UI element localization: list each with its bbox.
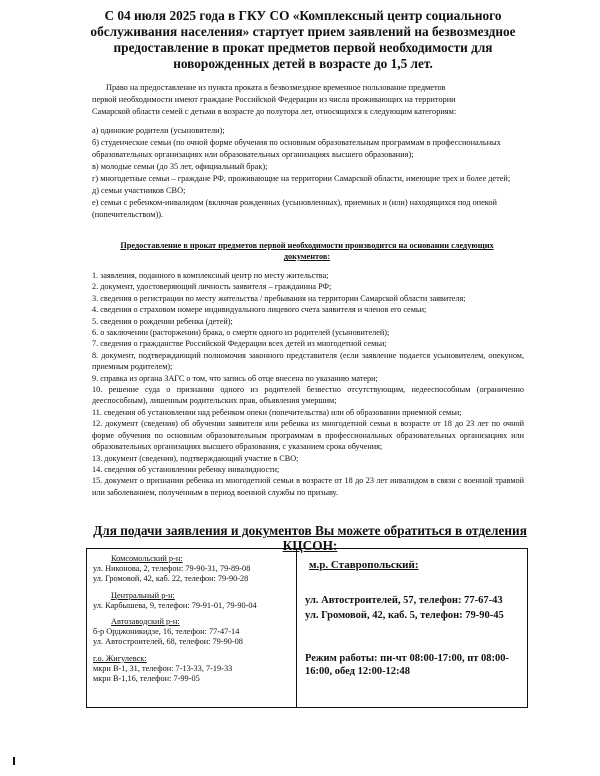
category-item: г) многодетные семьи – граждане РФ, проживающие на территории Самарской области, имеющие трех и более детей; (92, 174, 511, 183)
district-central (93, 591, 290, 611)
district-address: ул. Громовой, 42, каб. 22, телефон: 79-90-28 (93, 574, 249, 584)
district-address: ул. Никонова, 2, телефон: 79-90-31, 79-89-08 (93, 564, 251, 574)
document-item: 7. сведения о гражданстве Российской Федерации всех детей из многодетной семьи; (92, 339, 387, 349)
documents-heading-line: документов: (283, 252, 331, 261)
document-item: 3. сведения о регистрации по месту жительства / пребывания на территории Самарской области заявителя; (92, 293, 466, 303)
categories-list (92, 125, 522, 221)
document-item: 12. документ (сведения) об обучении заявителя или ребенка из многодетной семьи в возрасте от 18 до 23 лет по очной форме обучения по основным образовательным программам в профессиональных образовательных организациях или образовательных организациях высшего образования, с указанием срока обучения; (92, 419, 524, 452)
category-item: а) одинокие родители (усыновители); (92, 126, 225, 135)
district-address: ул. Автостроителей, 57, телефон: 77-67-43 (305, 595, 503, 606)
document-item: 10. решение суда о признании одного из родителей безвестно отсутствующим, недееспособным (ограниченно дееспособным), лишенным родительских прав, объявления умершим; (92, 385, 524, 406)
district-avtozavodsky (93, 617, 290, 648)
document-item: 8. документ, подтверждающий полномочия законного представителя (если заявление подается усыновителем, опекуном, приемным родителем); (92, 350, 524, 372)
category-item: в) молодые семьи (до 35 лет, официальный брак); (92, 162, 268, 171)
offices-right-column (297, 549, 527, 707)
district-address: ул. Автостроителей, 68, телефон: 79-90-08 (93, 637, 243, 647)
district-name: Центральный р-н: (111, 590, 175, 600)
document-item: 14. сведения об установлении ребенку инвалидности; (92, 464, 280, 474)
intro-paragraph (92, 82, 522, 118)
title-line: С 04 июля 2025 года в ГКУ СО «Комплексный центр социального (104, 8, 502, 23)
category-item: д) семьи участников СВО; (92, 186, 186, 195)
document-item: 13. документ (сведения), подтверждающий участие в СВО; (92, 453, 299, 463)
district-address: б-р Орджоникидзе, 16, телефон: 77-47-14 (93, 627, 240, 637)
document-item: 6. о заключении (расторжении) брака, о смерти одного из родителей (усыновителей); (92, 328, 390, 338)
working-hours: Режим работы: пн-чт 08:00-17:00, пт 08:00-16:00, обед 12:00-12:48 (305, 653, 510, 677)
document-item: 5. сведения о рождении ребенка (детей); (92, 316, 233, 326)
category-item: б) студенческие семьи (по очной форме обучения по основным образовательным программам в профессиональных образовательных организациях или образовательных организациях высшего образования); (92, 138, 501, 159)
offices-table (86, 548, 528, 708)
page-edge-mark (13, 757, 15, 765)
offices-left-column (87, 549, 297, 707)
document-item: 15. документ о признании ребенка из многодетной семьи в возрасте от 18 до 23 лет инвалидом в связи с военной травмой или заболеванием, полученным в период военной службы по призыву. (92, 476, 524, 497)
district-name-stavropolsky: м.р. Ставропольский: (309, 559, 419, 571)
district-address: мкрн В-1,16, телефон: 7-99-05 (93, 674, 200, 684)
district-name: Комсомольский р-н: (111, 554, 183, 563)
documents-heading (92, 240, 522, 262)
document-item: 9. справка из органа ЗАГС о том, что запись об отце внесена по указанию матери; (92, 373, 378, 383)
district-address: мкрн В-1, 31, телефон: 7-13-33, 7-19-33 (93, 663, 233, 673)
district-name: Автозаводский р-н: (111, 617, 180, 627)
contact-heading-line: КЦСОН: (282, 538, 338, 553)
district-name: г.о. Жигулевск: (93, 653, 147, 663)
intro-line: Самарской области семей с детьми в возрасте до полутора лет, относящихся к следующим категориям: (92, 107, 457, 116)
contact-heading-line: Для подачи заявления и документов Вы можете обратиться в отделения (93, 523, 527, 538)
title-line: обслуживания населения» стартует прием заявлений на безвозмездное (90, 24, 516, 39)
district-address: ул. Карбышева, 9, телефон: 79-91-01, 79-90-04 (93, 600, 257, 610)
document-item: 4. сведения о страховом номере индивидуального лицевого счета заявителя и членов его семьи; (92, 305, 427, 315)
document-item: 11. сведения об установлении над ребенком опеки (попечительства) или об образовании приемной семьи; (92, 407, 462, 417)
intro-line: Право на предоставление из пункта проката в безвозмездное временное пользование предметов (106, 83, 446, 92)
district-zhigulevsk (93, 654, 290, 685)
title-line: предоставление в прокат предметов первой необходимости для (113, 40, 493, 55)
category-item: е) семьи с ребенком-инвалидом (включая рожденных (усыновленных), приемных и (или) находящихся под опекой (попечительством)). (92, 198, 497, 219)
district-address: ул. Громовой, 42, каб. 5, телефон: 79-90-45 (305, 610, 504, 621)
district-komsomolsky (93, 554, 290, 585)
intro-line: первой необходимости имеют граждане Российской Федерации из числа проживающих на территории (92, 95, 456, 104)
documents-heading-line: Предоставление в прокат предметов первой необходимости производится на основании следующих (120, 241, 494, 250)
title-line: новорожденных детей в возрасте до 1,5 лет. (173, 56, 433, 71)
document-item: 1. заявления, поданного в комплексный центр по месту жительства; (92, 271, 329, 280)
document-title (58, 8, 548, 72)
documents-list (92, 270, 524, 498)
document-item: 2. документ, удостоверяющий личность заявителя – гражданина РФ; (92, 282, 332, 292)
